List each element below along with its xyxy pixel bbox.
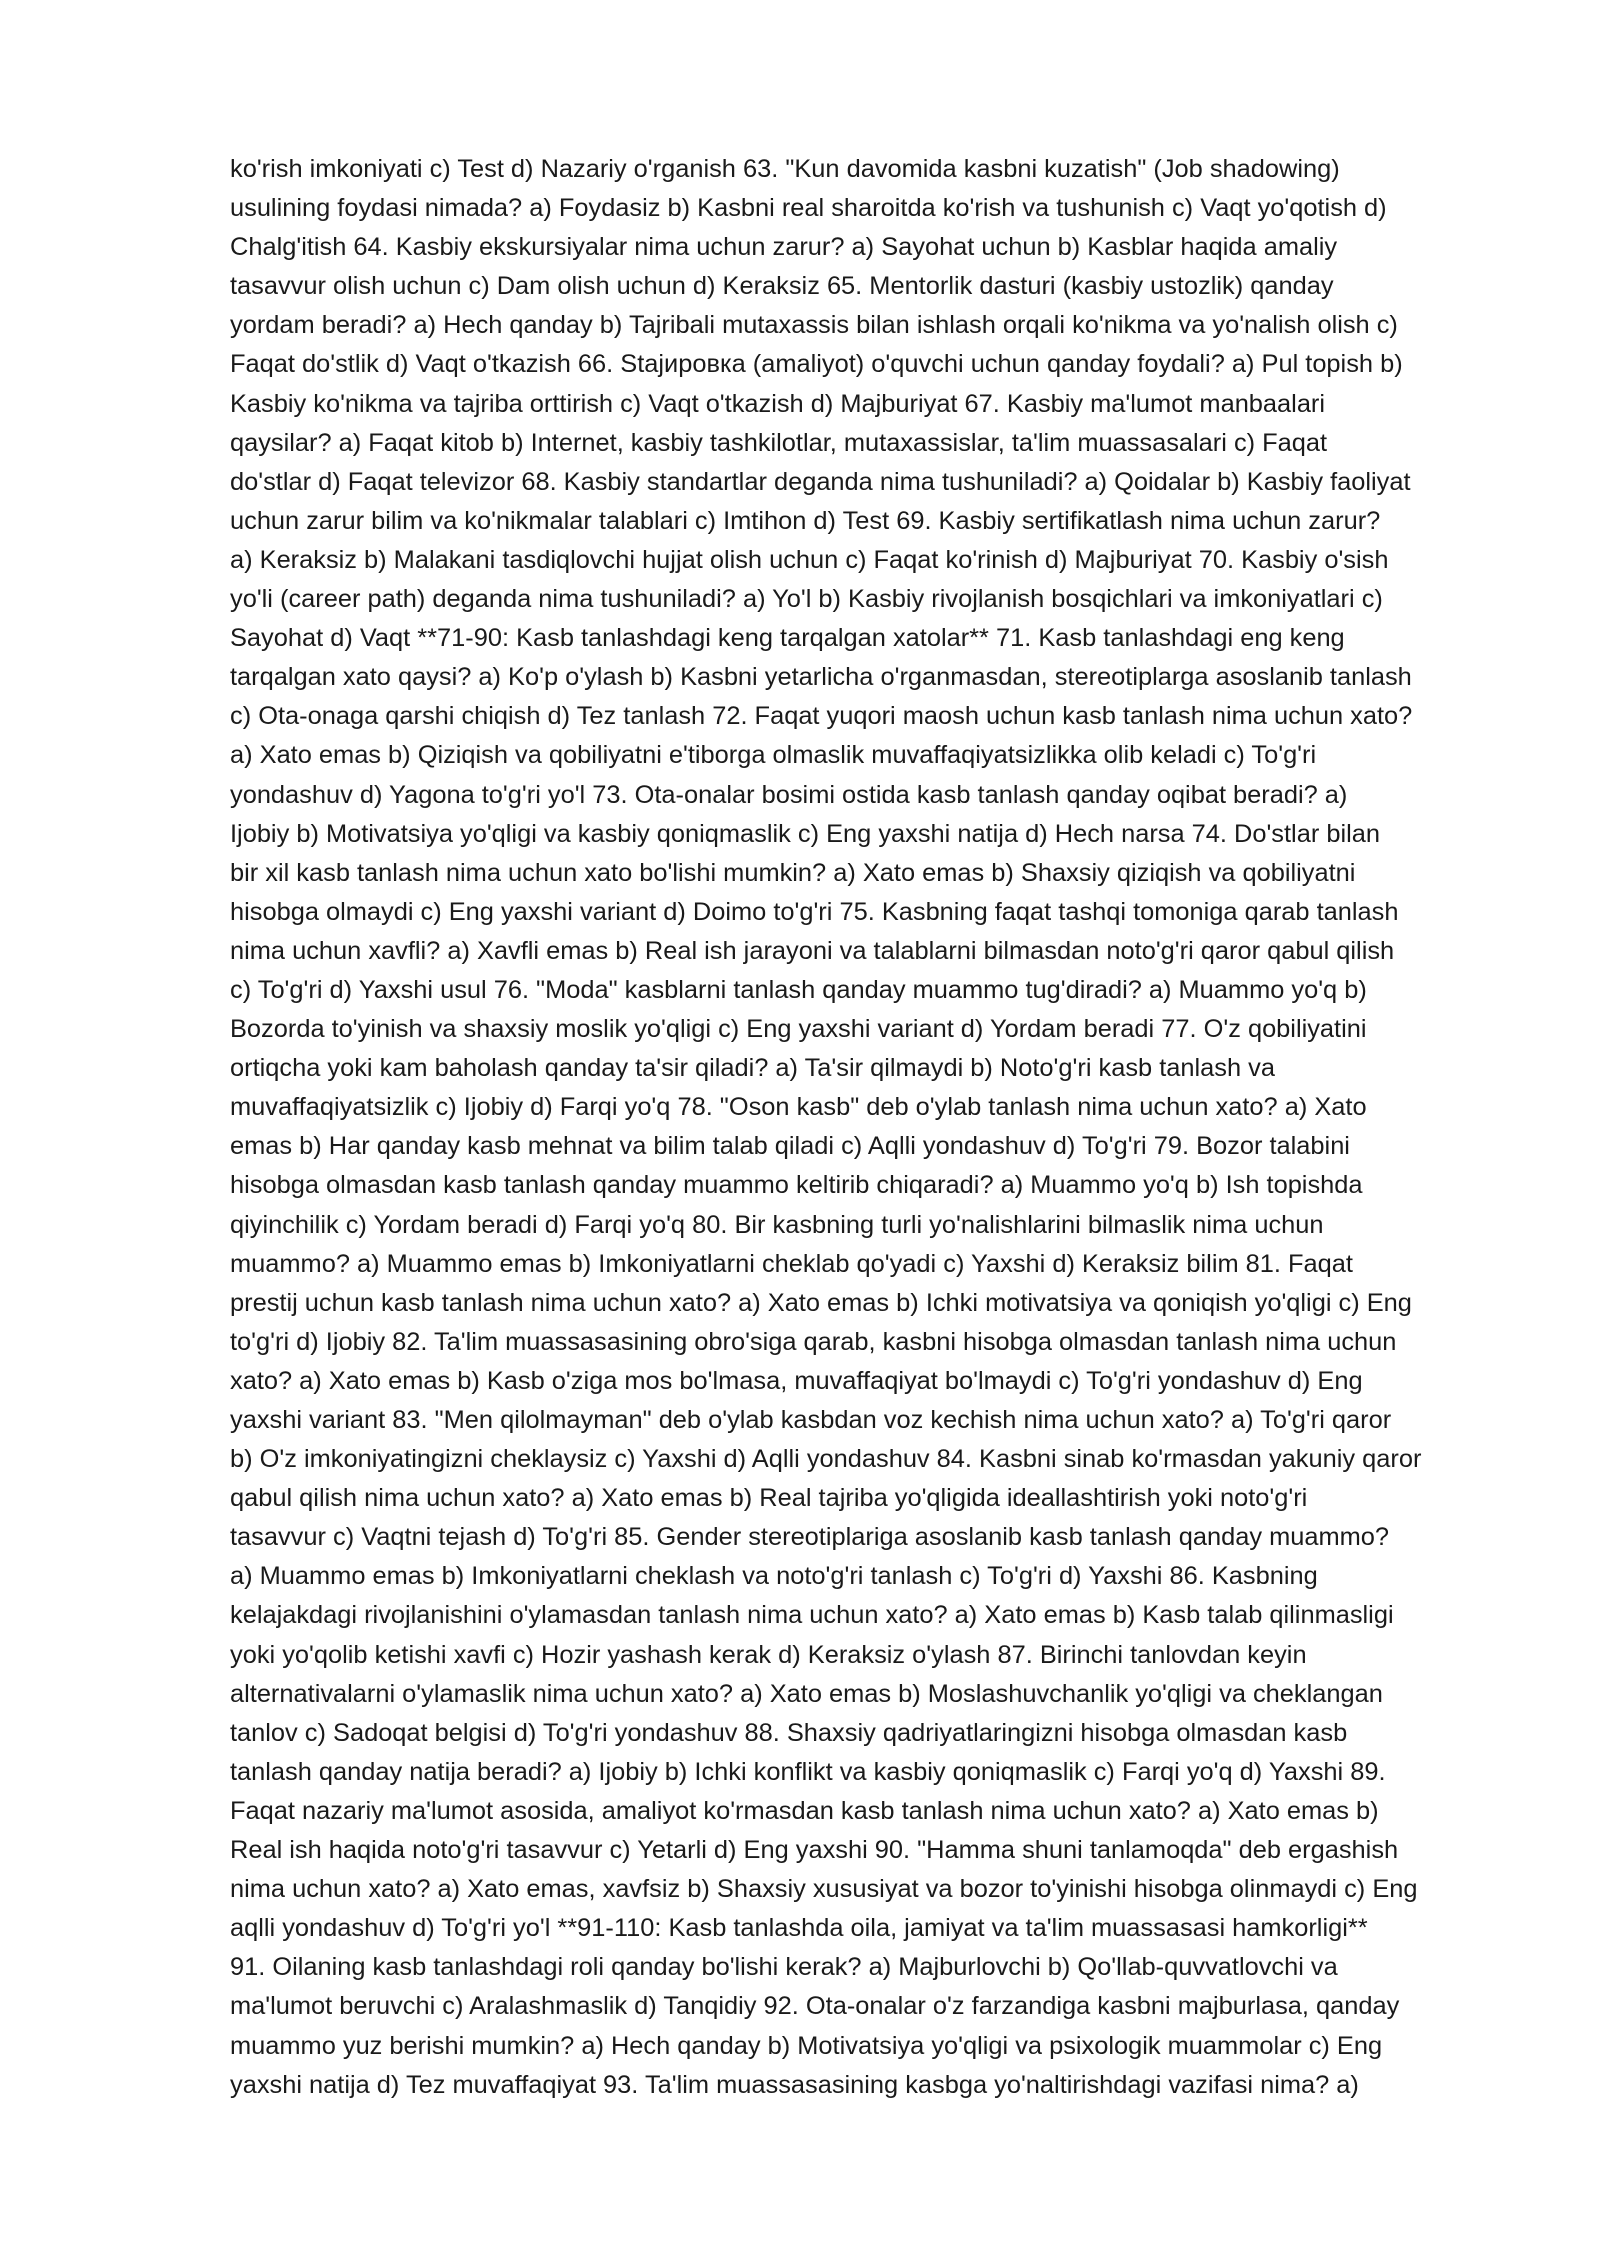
text-line: Bozorda to'yinish va shaxsiy moslik yo'qligi c) Eng yaxshi variant d) Yordam beradi 77. O'z qobiliyatini xyxy=(230,1015,1367,1044)
text-line: ortiqcha yoki kam baholash qanday ta'sir qiladi? a) Ta'sir qilmaydi b) Noto'g'ri kasb tanlash va xyxy=(230,1054,1275,1083)
text-line: a) Muammo emas b) Imkoniyatlarni cheklash va noto'g'ri tanlash c) To'g'ri d) Yaxshi 86. Kasbning xyxy=(230,1562,1318,1591)
text-line: qaysilar? a) Faqat kitob b) Internet, kasbiy tashkilotlar, mutaxassislar, ta'lim muassasalari c) Faqat xyxy=(230,428,1328,457)
text-line: nima uchun xato? a) Xato emas, xavfsiz b) Shaxsiy xususiyat va bozor to'yinishi hisobga olinmaydi c) Eng xyxy=(230,1875,1418,1904)
text-line: emas b) Har qanday kasb mehnat va bilim talab qiladi c) Aqlli yondashuv d) To'g'ri 79. Bozor talabini xyxy=(230,1132,1350,1161)
text-line: yordam beradi? a) Hech qanday b) Tajribali mutaxassis bilan ishlash orqali ko'nikma va yo'nalish olish c) xyxy=(230,311,1398,340)
text-line: kelajakdagi rivojlanishini o'ylamasdan tanlash nima uchun xato? a) Xato emas b) Kasb talab qilinmasligi xyxy=(230,1601,1394,1630)
text-line: Real ish haqida noto'g'ri tasavvur c) Yetarli d) Eng yaxshi 90. "Hamma shuni tanlamoqda" deb ergashish xyxy=(230,1836,1399,1865)
text-line: muammo? a) Muammo emas b) Imkoniyatlarni cheklab qo'yadi c) Yaxshi d) Keraksiz bilim 81. Faqat xyxy=(230,1249,1353,1278)
text-line: muvaffaqiyatsizlik c) Ijobiy d) Farqi yo'q 78. "Oson kasb" deb o'ylab tanlash nima uchun xato? a) Xato xyxy=(230,1093,1367,1122)
text-line: yondashuv d) Yagona to'g'ri yo'l 73. Ota-onalar bosimi ostida kasb tanlash qanday oqibat beradi? a) xyxy=(230,780,1348,809)
text-line: tarqalgan xato qaysi? a) Ko'p o'ylash b) Kasbni yetarlicha o'rganmasdan, stereotiplarga asoslanib tanlash xyxy=(230,663,1412,692)
text-line: yaxshi natija d) Tez muvaffaqiyat 93. Ta'lim muassasasining kasbga yo'naltirishdagi vazifasi nima? a) xyxy=(230,2070,1359,2099)
text-line: b) O'z imkoniyatingizni cheklaysiz c) Yaxshi d) Aqlli yondashuv 84. Kasbni sinab ko'rmasdan yakuniy qaror xyxy=(230,1445,1422,1474)
text-line: tanlash qanday natija beradi? a) Ijobiy b) Ichki konflikt va kasbiy qoniqmaslik c) Farqi yo'q d) Yaxshi 89. xyxy=(230,1757,1386,1786)
text-line: a) Xato emas b) Qiziqish va qobiliyatni e'tiborga olmaslik muvaffaqiyatsizlikka olib keladi c) To'g'ri xyxy=(230,741,1317,770)
text-line: Faqat nazariy ma'lumot asosida, amaliyot ko'rmasdan kasb tanlash nima uchun xato? a) Xato emas b) xyxy=(230,1796,1379,1825)
text-line: prestij uchun kasb tanlash nima uchun xato? a) Xato emas b) Ichki motivatsiya va qoniqish yo'qligi c) Eng xyxy=(230,1288,1412,1317)
text-line: alternativalarni o'ylamaslik nima uchun xato? a) Xato emas b) Moslashuvchanlik yo'qligi va cheklangan xyxy=(230,1679,1383,1708)
text-line: uchun zarur bilim va ko'nikmalar talablari c) Imtihon d) Test 69. Kasbiy sertifikatlash nima uchun zarur? xyxy=(230,506,1381,535)
text-line: ma'lumot beruvchi c) Aralashmaslik d) Tanqidiy 92. Ota-onalar o'z farzandiga kasbni majburlasa, qanday xyxy=(230,1992,1400,2021)
text-line: usulining foydasi nimada? a) Foydasiz b) Kasbni real sharoitda ko'rish va tushunish c) Vaqt yo'qotish d) xyxy=(230,194,1387,223)
text-line: yaxshi variant 83. "Men qilolmayman" deb o'ylab kasbdan voz kechish nima uchun xato? a) To'g'ri qaror xyxy=(230,1406,1392,1434)
text-line: Sayohat d) Vaqt **71-90: Kasb tanlashdagi keng tarqalgan xatolar** 71. Kasb tanlashdagi eng keng xyxy=(230,624,1345,653)
text-line: yoki yo'qolib ketishi xavfi c) Hozir yashash kerak d) Keraksiz o'ylash 87. Birinchi tanlovdan keyin xyxy=(230,1640,1307,1669)
text-line: yo'li (career path) deganda nima tushuniladi? a) Yo'l b) Kasbiy rivojlanish bosqichlari va imkoniyatlari c) xyxy=(230,585,1383,614)
text-line: Kasbiy ko'nikma va tajriba orttirish c) Vaqt o'tkazish d) Majburiyat 67. Kasbiy ma'lumot manbaalari xyxy=(230,389,1326,418)
text-line: do'stlar d) Faqat televizor 68. Kasbiy standartlar deganda nima tushuniladi? a) Qoidalar b) Kasbiy faoliyat xyxy=(230,467,1411,496)
text-line: Chalg'itish 64. Kasbiy ekskursiyalar nima uchun zarur? a) Sayohat uchun b) Kasblar haqida amaliy xyxy=(230,233,1338,262)
text-line: tasavvur c) Vaqtni tejash d) To'g'ri 85. Gender stereotiplariga asoslanib kasb tanlash qanday muammo? xyxy=(230,1523,1390,1552)
text-line: bir xil kasb tanlash nima uchun xato bo'lishi mumkin? a) Xato emas b) Shaxsiy qiziqish va qobiliyatni xyxy=(230,858,1356,887)
text-line: a) Keraksiz b) Malakani tasdiqlovchi hujjat olish uchun c) Faqat ko'rinish d) Majburiyat 70. Kasbiy o'sish xyxy=(230,545,1389,574)
text-line: tasavvur olish uchun c) Dam olish uchun d) Keraksiz 65. Mentorlik dasturi (kasbiy ustozlik) qanday xyxy=(230,272,1334,301)
text-line xyxy=(230,2105,1500,2144)
text-line: hisobga olmasdan kasb tanlash qanday muammo keltirib chiqaradi? a) Muammo yo'q b) Ish topishda xyxy=(230,1171,1363,1200)
text-line: ko'rish imkoniyati c) Test d) Nazariy o'rganish 63. "Kun davomida kasbni kuzatish" (Job shadowing) xyxy=(230,155,1340,183)
text-line: to'g'ri d) Ijobiy 82. Ta'lim muassasasining obro'siga qarab, kasbni hisobga olmasdan tanlash nima uchun xyxy=(230,1327,1397,1356)
text-line: xato? a) Xato emas b) Kasb o'ziga mos bo'lmasa, muvaffaqiyat bo'lmaydi c) To'g'ri yondashuv d) Eng xyxy=(230,1366,1363,1395)
text-line: c) To'g'ri d) Yaxshi usul 76. "Moda" kasblarni tanlash qanday muammo tug'diradi? a) Muammo yo'q b) xyxy=(230,975,1367,1004)
text-line: 91. Oilaning kasb tanlashdagi roli qanday bo'lishi kerak? a) Majburlovchi b) Qo'llab-quvvatlovchi va xyxy=(230,1953,1338,1982)
body-text xyxy=(230,150,1500,2144)
text-line: aqlli yondashuv d) To'g'ri yo'l **91-110: Kasb tanlashda oila, jamiyat va ta'lim muassasasi hamkorligi** xyxy=(230,1914,1368,1943)
text-line: muammo yuz berishi mumkin? a) Hech qanday b) Motivatsiya yo'qligi va psixologik muammolar c) Eng xyxy=(230,2031,1383,2060)
text-line: c) Ota-onaga qarshi chiqish d) Tez tanlash 72. Faqat yuqori maosh uchun kasb tanlash nima uchun xato? xyxy=(230,702,1413,731)
text-line: qiyinchilik c) Yordam beradi d) Farqi yo'q 80. Bir kasbning turli yo'nalishlarini bilmaslik nima uchun xyxy=(230,1210,1324,1239)
text-line: Faqat do'stlik d) Vaqt o'tkazish 66. Stajировка (amaliyot) o'quvchi uchun qanday foydali? a) Pul topish b) xyxy=(230,350,1403,379)
text-line: tanlov c) Sadoqat belgisi d) To'g'ri yondashuv 88. Shaxsiy qadriyatlaringizni hisobga olmasdan kasb xyxy=(230,1718,1348,1747)
text-line: hisobga olmaydi c) Eng yaxshi variant d) Doimo to'g'ri 75. Kasbning faqat tashqi tomoniga qarab tanlash xyxy=(230,897,1399,926)
text-line: nima uchun xavfli? a) Xavfli emas b) Real ish jarayoni va talablarni bilmasdan noto'g'ri qaror qabul qilish xyxy=(230,936,1395,965)
text-line: qabul qilish nima uchun xato? a) Xato emas b) Real tajriba yo'qligida ideallashtirish yoki noto'g'ri xyxy=(230,1484,1308,1513)
text-line: Ijobiy b) Motivatsiya yo'qligi va kasbiy qoniqmaslik c) Eng yaxshi natija d) Hech narsa 74. Do'stlar bilan xyxy=(230,819,1380,848)
